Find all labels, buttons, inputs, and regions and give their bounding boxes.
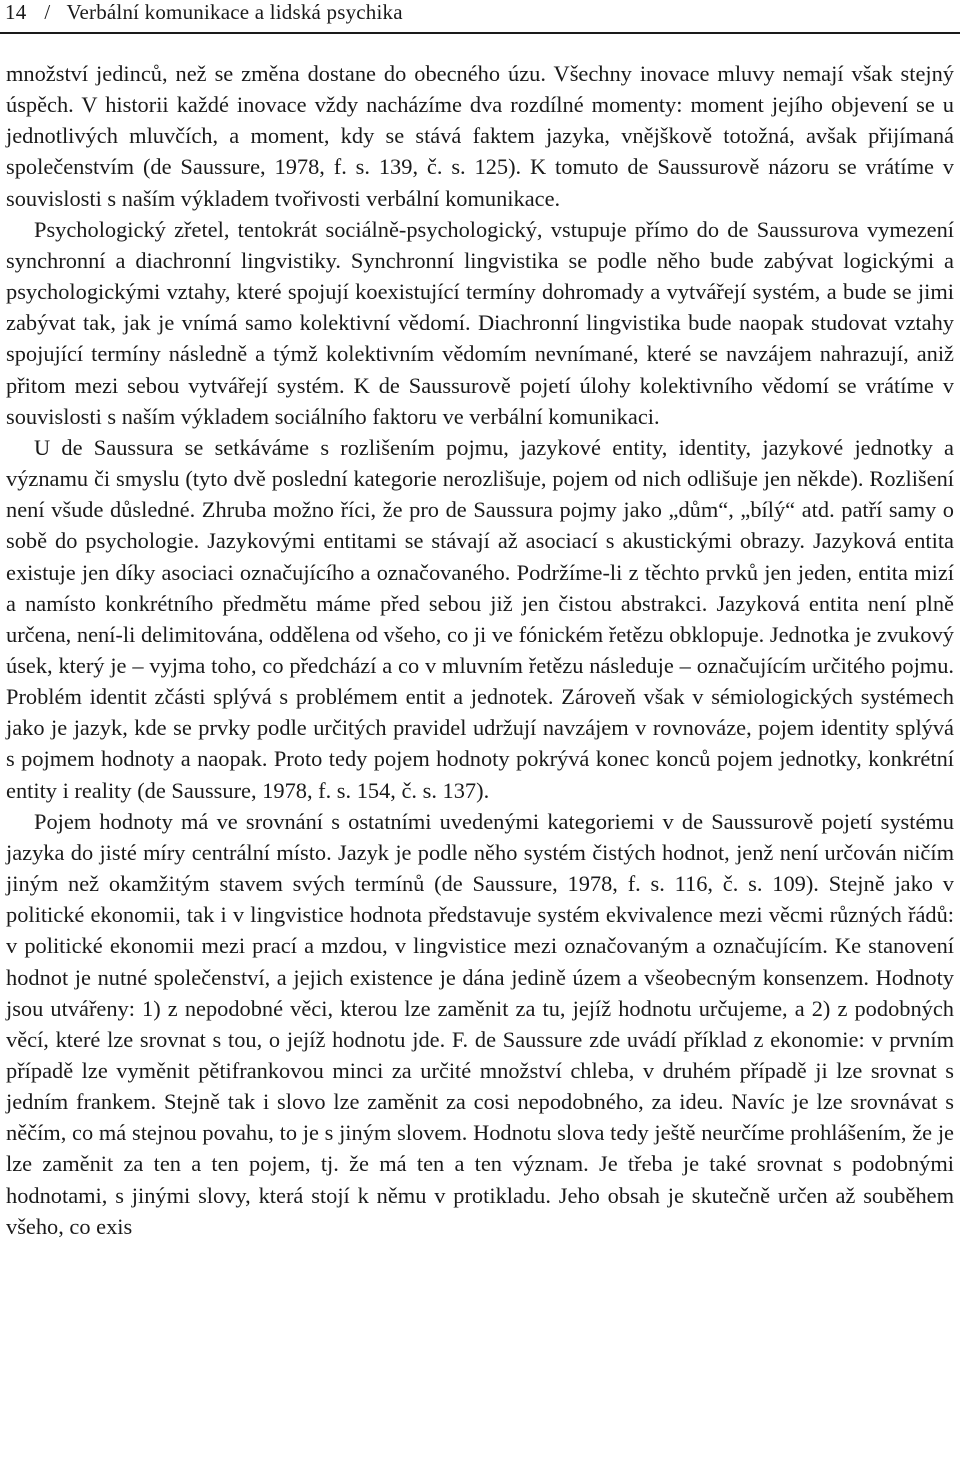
paragraph: Psychologický zřetel, tentokrát sociálně-psychologický, vstupuje přímo do de Saussurova vymezení synchronní a diachronní lingvistiky. Synchronní lingvistika se podle něho bude zabývat logickými a psychologickými vztahy, které spojují koexistující termíny dohromady a vytvářejí systém, a bude se jimi zabývat tak, jak je vnímá samo kolektivní vědomí. Diachronní lingvistika bude naopak studovat vztahy spojující termíny následně a týmž kolektivním vědomím nevnímané, které se navzájem nahrazují, aniž přitom mezi sebou vytvářejí systém. K de Saussurově pojetí úlohy kolektivního vědomí se vrátíme v souvislosti s naším výkladem sociálního faktoru ve verbální komunikaci. — [6, 216, 954, 429]
body-text — [6, 58, 954, 1242]
paragraph: Pojem hodnoty má ve srovnání s ostatními uvedenými kategoriemi v de Saussurově pojetí systému jazyka do jisté míry centrální místo. Jazyk je podle něho systém čistých hodnot, jenž není určován ničím jiným než okamžitým stavem svých termínů (de Saussure, 1978, f. s. 116, č. s. 109). Stejně jako v politické ekonomii, tak i v lingvistice hodnota představuje systém ekvivalence mezi věcmi různých řádů: v politické ekonomii mezi prací a mzdou, v lingvistice mezi označovaným a označujícím. Ke stanovení hodnot je nutné společenství, a jejich existence je dána jedině územ a všeobecným konsenzem. Hodnoty jsou utvářeny: 1) z nepodobné věci, kterou lze zaměnit za tu, jejíž hodnotu určujeme, a 2) z podobných věcí, které lze srovnat s tou, o jejíž hodnotu jde. F. de Saussure zde uvádí příklad z ekonomie: v prvním případě lze vyměnit pětifrankovou minci za určité množství chleba, v druhém případě ji lze srovnat s jedním frankem. Stejně tak i slovo lze zaměnit za cosi nepodobného, za ideu. Navíc je lze srovnávat s něčím, co má stejnou povahu, to je s jiným slovem. Hodnotu slova tedy ještě neurčíme prohlášením, že je lze zaměnit za ten a ten pojem, tj. že má ten a ten význam. Je třeba je také srovnat s podobnými hodnotami, s jinými slovy, která stojí k němu v protikladu. Jeho obsah je skutečně určen až souběhem všeho, co exis — [6, 808, 954, 1239]
header-rule — [0, 32, 960, 34]
running-title: Verbální komunikace a lidská psychika — [66, 0, 403, 24]
header-separator: / — [44, 0, 51, 24]
paragraph: množství jedinců, než se změna dostane do obecného úzu. Všechny inovace mluvy nemají však stejný úspěch. V historii každé inovace vždy nacházíme dva rozdílné momenty: moment jejího objevení se u jednotlivých mluvčích, a moment, kdy se stává faktem jazyka, vnějškově totožná, avšak přijímaná společenstvím (de Saussure, 1978, f. s. 139, č. s. 125). K tomuto de Saussurově názoru se vrátíme v souvislosti s naším výkladem tvořivosti verbální komunikace. — [6, 61, 954, 211]
page-number: 14 — [5, 0, 27, 24]
running-header — [5, 0, 955, 28]
paragraph: U de Saussura se setkáváme s rozlišením pojmu, jazykové entity, identity, jazykové jednotky a významu či smyslu (tyto dvě poslední kategorie nerozlišuje, pojem od nich odlišuje jen někde). Rozlišení není všude důsledné. Zhruba možno říci, že pro de Saussura pojmy jako „dům“, „bílý“ atd. patří samy o sobě do psychologie. Jazykovými entitami se stávají až asociací s akustickými obrazy. Jazyková entita existuje jen díky asociaci označujícího a označovaného. Podržíme-li z těchto prvků jen jeden, entita mizí a namísto konkrétního předmětu máme před sebou již jen čistou abstrakci. Jazyková entita není plně určena, není-li delimitována, oddělena od všeho, co ji ve fónickém řetězu obklopuje. Jednotka je zvukový úsek, který je – vyjma toho, co předchází a co v mluvním řetězu následuje – označujícím určitého pojmu. Problém identit zčásti splývá s problémem entit a jednotek. Zároveň však v sémiologických systémech jako je jazyk, kde se prvky podle určitých pravidel udržují navzájem v rovnováze, pojem identity splývá s pojmem hodnoty a naopak. Proto tedy pojem hodnoty pokrývá konec konců pojem jednotky, konkrétní entity i reality (de Saussure, 1978, f. s. 154, č. s. 137). — [6, 434, 954, 803]
